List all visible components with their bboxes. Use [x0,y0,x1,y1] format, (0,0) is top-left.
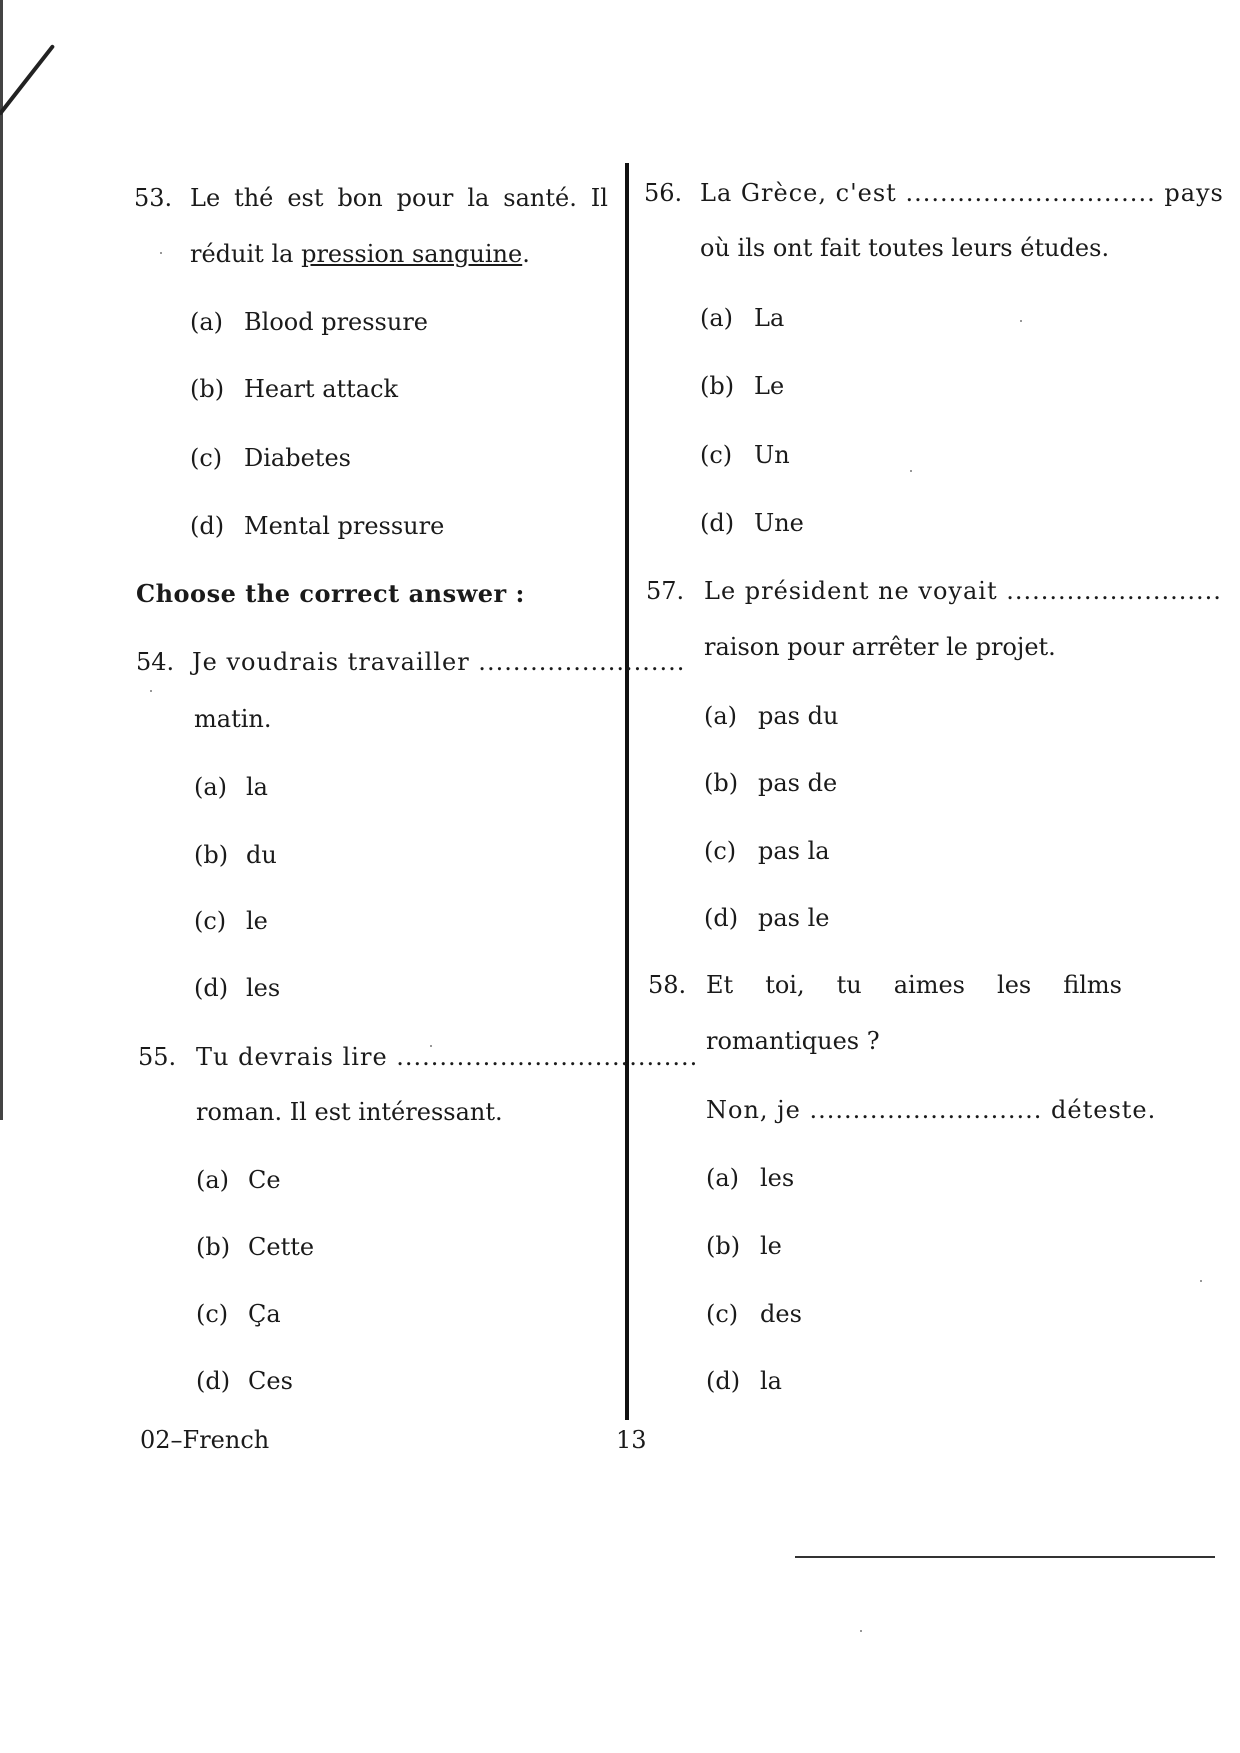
option-letter-55c: (c) [196,1300,229,1328]
scan-speck [910,470,912,472]
paper-code: 02–French [140,1426,270,1454]
question-number-54: 54. [136,648,175,676]
question-53-line1 [190,183,608,213]
scan-speck [1200,1280,1202,1282]
option-letter-57a: (a) [704,702,738,730]
option-57c: pas la [758,837,830,865]
word: tu [836,971,862,999]
option-letter-57d: (d) [704,904,739,932]
option-letter-55b: (b) [196,1233,231,1261]
scan-speck [1020,320,1022,322]
option-58c: des [760,1300,802,1328]
question-56-line2: où ils ont fait toutes leurs études. [700,234,1110,262]
option-letter-53c: (c) [190,444,223,472]
word: Le [190,184,221,212]
option-56c: Un [754,441,790,469]
option-letter-54b: (b) [194,841,229,869]
word: toi, [765,971,805,999]
option-letter-55a: (a) [196,1166,230,1194]
scan-speck [160,252,162,254]
word: films [1063,971,1122,999]
option-55d: Ces [248,1367,293,1395]
option-58b: le [760,1232,782,1260]
option-letter-57c: (c) [704,837,737,865]
bottom-rule [795,1556,1215,1558]
underlined-phrase: pression sanguine [301,240,523,268]
scan-speck [150,690,152,692]
option-55c: Ça [248,1300,281,1328]
question-54-line2: matin. [194,705,272,733]
question-53-line2 [190,239,530,269]
option-letter-57b: (b) [704,769,739,797]
option-58a: les [760,1164,795,1192]
question-number-57: 57. [646,577,685,605]
option-letter-58b: (b) [706,1232,741,1260]
text-prefix: réduit la [190,240,294,268]
option-letter-54a: (a) [194,773,228,801]
scan-left-edge [0,0,3,1120]
option-54d: les [246,974,281,1002]
question-57-line1: Le président ne voyait ......................... [704,577,1222,605]
column-divider [625,163,629,1420]
question-58-line3: Non, je ........................... déteste. [706,1096,1157,1124]
option-53b: Heart attack [244,375,399,403]
option-letter-54c: (c) [194,907,227,935]
option-53c: Diabetes [244,444,351,472]
option-letter-55d: (d) [196,1367,231,1395]
option-letter-56d: (d) [700,509,735,537]
question-number-58: 58. [648,971,687,999]
option-54c: le [246,907,268,935]
option-57d: pas le [758,904,830,932]
option-letter-58c: (c) [706,1300,739,1328]
word: aimes [893,971,965,999]
option-56b: Le [754,372,785,400]
word: la [467,184,490,212]
question-57-line2: raison pour arrêter le projet. [704,633,1056,661]
option-letter-53d: (d) [190,512,225,540]
question-54-line1: Je voudrais travailler ........................ [192,648,686,676]
question-55-line1: Tu devrais lire ................................... [196,1043,699,1071]
word: pour [396,184,454,212]
question-number-56: 56. [644,179,683,207]
option-55a: Ce [248,1166,281,1194]
word: est [287,184,324,212]
option-56d: Une [754,509,804,537]
question-55-line2: roman. Il est intéressant. [196,1098,503,1126]
word: bon [337,184,383,212]
option-letter-56a: (a) [700,304,734,332]
word: Il [590,184,608,212]
question-56-line1: La Grèce, c'est ............................. pays [700,179,1224,207]
page-number: 13 [616,1426,647,1454]
question-number-55: 55. [138,1043,177,1071]
option-54a: la [246,773,268,801]
option-56a: La [754,304,785,332]
option-57b: pas de [758,769,838,797]
instruction-heading: Choose the correct answer : [136,579,525,608]
option-letter-56c: (c) [700,441,733,469]
question-number-53: 53. [134,184,173,212]
option-letter-54d: (d) [194,974,229,1002]
text-suffix: . [522,240,530,268]
option-letter-56b: (b) [700,372,735,400]
option-53d: Mental pressure [244,512,445,540]
question-58-line2: romantiques ? [706,1027,880,1055]
word: les [997,971,1032,999]
option-letter-58d: (d) [706,1367,741,1395]
word: thé [234,184,274,212]
option-letter-53a: (a) [190,308,224,336]
option-57a: pas du [758,702,839,730]
word: santé. [503,184,577,212]
option-53a: Blood pressure [244,308,429,336]
option-54b: du [246,841,277,869]
word: Et [706,971,734,999]
question-58-line1 [706,970,1122,1000]
pen-tick-mark [0,44,55,116]
option-letter-58a: (a) [706,1164,740,1192]
option-letter-53b: (b) [190,375,225,403]
option-55b: Cette [248,1233,315,1261]
option-58d: la [760,1367,782,1395]
scan-speck [860,1630,862,1632]
